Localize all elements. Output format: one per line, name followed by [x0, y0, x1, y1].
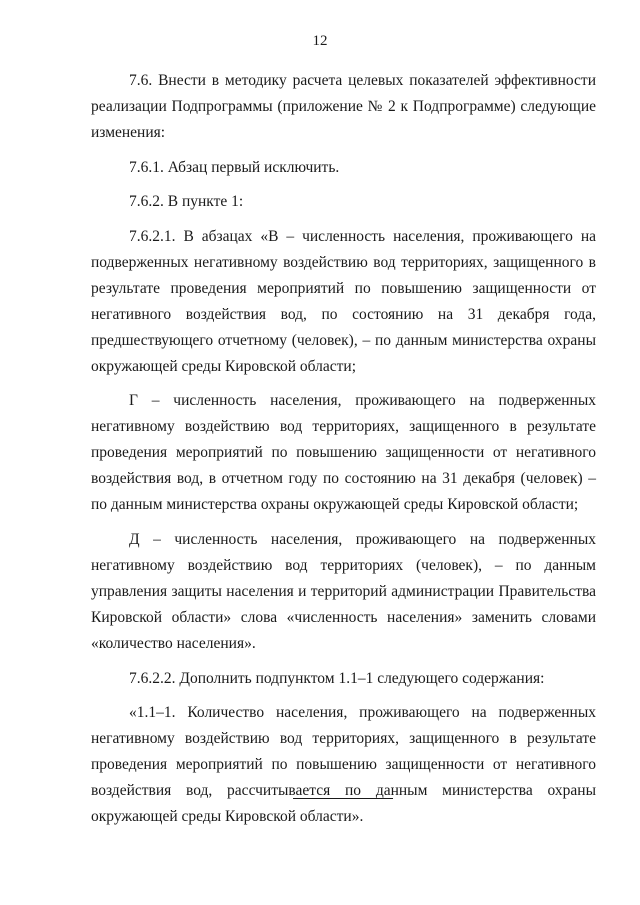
closing-divider [293, 798, 393, 799]
page-number: 12 [312, 33, 328, 49]
paragraph-d-definition: Д – численность населения, проживающего на подверженных негативному воздействию вод территориях (человек), – по данным управления защиты населения и территорий администрации Правительства Кировской области» слова «численность населения» заменить словами «количество населения». [91, 530, 596, 652]
paragraph-1-1-1-quote: «1.1–1. Количество населения, проживающего на подверженных негативному воздействию вод территориях, защищенного в результате проведения мероприятий по повышению защищенности от негативного воздействия вод, рассчитывается по данным министерства охраны окружающей среды Кировской области». [91, 704, 596, 826]
paragraph-7-6-2-2: 7.6.2.2. Дополнить подпунктом 1.1–1 следующего содержания: [129, 669, 545, 687]
paragraph-7-6-2: 7.6.2. В пункте 1: [129, 193, 244, 211]
paragraph-7-6-2-1: 7.6.2.1. В абзацах «В – численность населения, проживающего на подверженных негативному воздействию вод территориях, защищенного в результате проведения мероприятий по повышению защищенности от негативного воздействия вод, по состоянию на 31 декабря года, предшествующего отчетному (человек), – по данным министерства охраны окружающей среды Кировской области; [91, 227, 596, 375]
paragraph-7-6-1: 7.6.1. Абзац первый исключить. [129, 158, 340, 176]
paragraph-7-6: 7.6. Внести в методику расчета целевых показателей эффективности реализации Подпрограммы (приложение № 2 к Подпрограмме) следующие изменения: [91, 72, 596, 141]
document-body [91, 68, 596, 839]
paragraph-g-definition: Г – численность населения, проживающего на подверженных негативному воздействию вод территориях, защищенного в результате проведения мероприятий по повышению защищенности от негативного воздействия вод, в отчетном году по состоянию на 31 декабря (человек) – по данным министерства охраны окружающей среды Кировской области; [91, 392, 596, 514]
